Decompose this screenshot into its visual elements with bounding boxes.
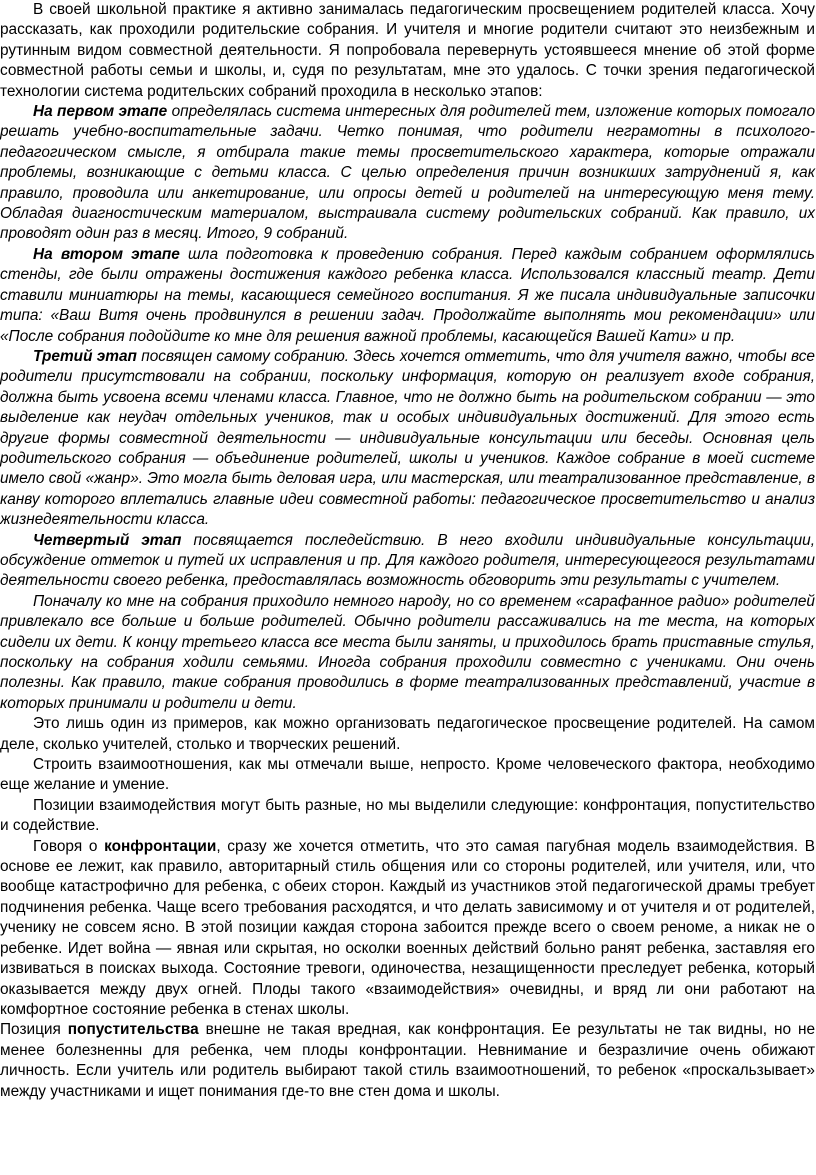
confrontation-text: , сразу же хочется отметить, что это самая пагубная модель взаимодействия. В основе ее лежит, как правило, авторитарный стиль общения или со стороны родителей, или учителя, или, что вообще катастрофично для ребенка, с обеих сторон. Каждый из участников этой педагогической драмы требует подчинения ребенка. Чаще всего требования расходятся, и что делать зависимому и от учителя и от родителей, ученику не совсем ясно. В этой позиции каждая сторона забоится прежде всего о своем реноме, а никак не о ребенке. Идет война — явная или скрытая, но осколки военных действий больно ранят ребенка, заставляя его извиваться в поисках выхода. Состояние тревоги, одиночества, незащищенности преследует ребенка, который оказывается между двух огней. Плоды такого «взаимодействия» очевидны, и вряд ли они работают на комфортное состояние ребенка в стенах школы.: [0, 837, 815, 1018]
paragraph-stage-3: [0, 347, 815, 531]
confrontation-pre: Говоря о: [33, 837, 105, 855]
confrontation-term: конфронтации: [104, 837, 217, 855]
paragraph-confrontation: [0, 837, 815, 1021]
permissiveness-term: попустительства: [67, 1021, 199, 1039]
stage-4-text: посвящается последействию. В него входили индивидуальные консультации, обсуждение отметок и путей их исправления и пр. Для каждого родителя, интересующегося результатами деятельности своего ребенка, предоставлялась возможность обговорить эти результаты с учителем.: [0, 531, 815, 590]
paragraph-example: Это лишь один из примеров, как можно организовать педагогическое просвещение родителей. На самом деле, сколько учителей, столько и творческих решений.: [0, 715, 815, 753]
stage-2-heading: На втором этапе: [33, 245, 180, 263]
stage-3-text: посвящен самому собранию. Здесь хочется отметить, что для учителя важно, чтобы все родители присутствовали на собрании, поскольку информация, которую он реализует входе собрания, должна быть усвоена всеми членами класса. Главное, что не должно быть на родительском собрании — это выделение как неудач отдельных учеников, так и особых индивидуальных достижений. Для этого есть другие формы совместной деятельности — индивидуальные консультации или беседы. Основная цель родительского собрания — объединение родителей, школы и учеников. Каждое собрание в моей системе имело свой «жанр». Это могла быть деловая игра, или мастерская, или театрализованное представление, в канву которого вплетались главные идеи совместной работы: педагогическое просветительство и анализ жизнедеятельности класса.: [0, 347, 815, 529]
stage-4-heading: Четвертый этап: [33, 531, 182, 549]
paragraph-positions: Позиции взаимодействия могут быть разные, но мы выделили следующие: конфронтация, попустительство и содействие.: [0, 796, 815, 835]
paragraph-stage-1: [0, 102, 815, 245]
paragraph-stage-4: [0, 531, 815, 592]
permissiveness-text: внешне не такая вредная, как конфронтация. Ее результаты не так видны, но не менее болезненны для ребенка, чем плоды конфронтации. Невнимание и безразличие очень обижают личность. Если учитель или родитель выбирают такой стиль взаимоотношений, то ребенок «проскальзывает» между участниками и ищет понимания где-то вне стен дома и школы.: [0, 1021, 815, 1100]
stage-1-heading: На первом этапе: [33, 103, 168, 121]
stage-1-text: определялась система интересных для родителей тем, изложение которых помогало решать учебно-воспитательные задачи. Четко понимая, что родители неграмотны в психолого-педагогическом смысле, я отбирала такие темы просветительского характера, которые отражали проблемы, возникающие с детьми класса. С целью определения причин возникших затруднений я, как правило, проводила или анкетирование, или опросы детей и родителей на интересующую меня тему. Обладая диагностическим материалом, выстраивала систему родительских собраний. Как правило, их проводят один раз в месяц. Итого, 9 собраний.: [0, 103, 816, 243]
stage-3-heading: Третий этап: [33, 347, 137, 365]
permissiveness-pre: Позиция: [0, 1021, 68, 1039]
paragraph-permissiveness: [0, 1020, 815, 1102]
paragraph-intro: В своей школьной практике я активно занималась педагогическим просвещением родителей класса. Хочу рассказать, как проходили родительские собрания. И учителя и многие родители считают это неизбежным и рутинным видом совместной деятельности. Я попробовала перевернуть устоявшееся мнение об этой форме совместной работы семьи и школы, и, судя по результатам, мне это удалось. С точки зрения педагогической технологии система родительских собраний проходила в несколько этапов:: [0, 1, 815, 100]
paragraph-relations: Строить взаимоотношения, как мы отмечали выше, непросто. Кроме человеческого фактора, необходимо еще желание и умение.: [0, 756, 815, 794]
paragraph-stage-2: [0, 245, 815, 347]
paragraph-results: Поначалу ко мне на собрания приходило немного народу, но со временем «сарафанное радио» родителей привлекало все больше и больше родителей. Обычно родители рассаживались на те места, на которых сидели их дети. К концу третьего класса все места были заняты, и приходилось брать приставные стулья, поскольку на собрания ходили семьями. Иногда собрания проходили совместно с учениками. Они очень полезны. Как правило, такие собрания проводились в форме театрализованных представлений, участие в которых принимали и родители и дети.: [0, 592, 815, 712]
stage-2-text: шла подготовка к проведению собрания. Перед каждым собранием оформлялись стенды, где были отражены достижения каждого ребенка класса. Использовался классный театр. Дети ставили миниатюры на темы, касающиеся семейного воспитания. Я же писала индивидуальные записочки типа: «Ваш Витя очень продвинулся в решении задач. Продолжайте выполнять мои рекомендации» или «После собрания подойдите ко мне для решения важной проблемы, касающейся Вашей Кати» и пр.: [0, 245, 815, 345]
